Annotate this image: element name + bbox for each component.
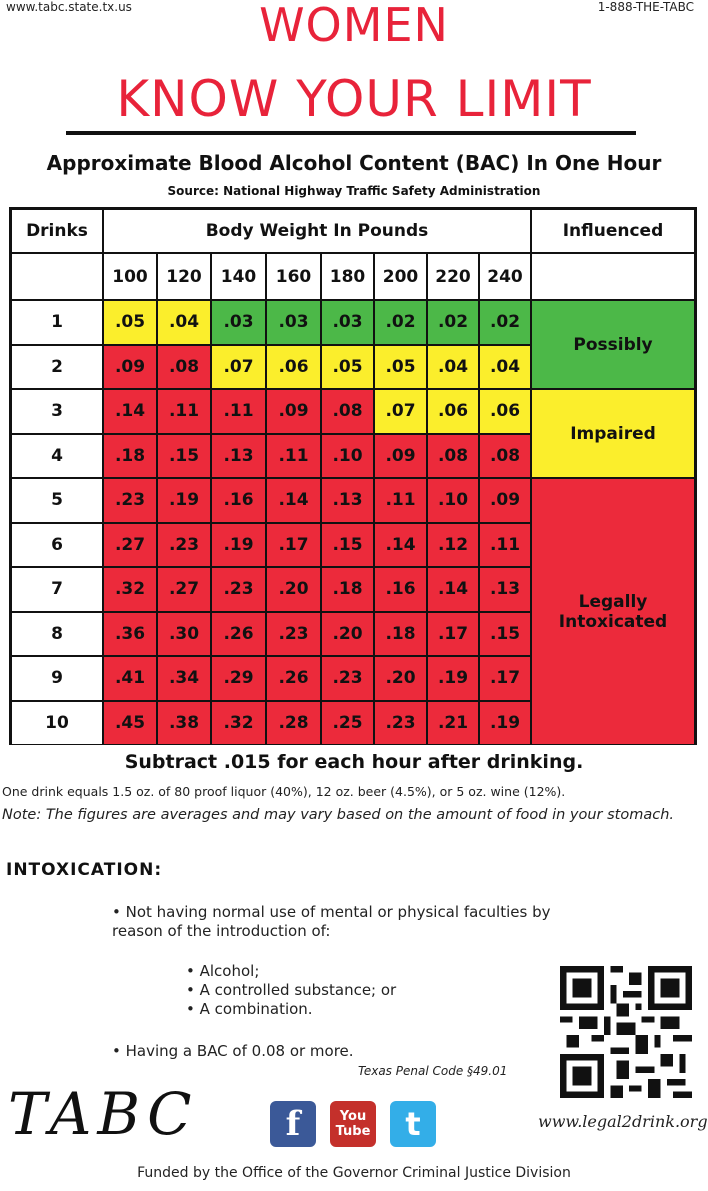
sub-bullet-combination <box>186 1000 313 1018</box>
bac-cell: .17 <box>266 523 321 568</box>
weight-180: 180 <box>321 253 374 300</box>
youtube-glyph-top: You <box>339 1109 367 1124</box>
intoxication-bullet-1 <box>112 903 592 941</box>
youtube-glyph-bottom: Tube <box>335 1124 371 1139</box>
bac-cell: .06 <box>427 389 479 434</box>
title-know-your-limit: KNOW YOUR LIMIT <box>116 70 592 128</box>
bac-cell: .26 <box>211 612 266 657</box>
bac-cell: .08 <box>321 389 374 434</box>
facebook-icon[interactable] <box>270 1101 316 1147</box>
bac-cell: .08 <box>427 434 479 479</box>
tabc-logo: TABC <box>8 1080 198 1148</box>
bac-cell: .09 <box>374 434 427 479</box>
bac-cell: .41 <box>103 656 157 701</box>
drinks-count-3: 3 <box>11 389 103 434</box>
bac-cell: .04 <box>479 345 531 390</box>
bac-cell: .06 <box>266 345 321 390</box>
drinks-count-4: 4 <box>11 434 103 479</box>
bac-cell: .17 <box>479 656 531 701</box>
intoxication-bullet-2 <box>112 1042 354 1060</box>
bac-cell: .05 <box>103 300 157 345</box>
bac-cell: .19 <box>211 523 266 568</box>
bac-cell: .03 <box>266 300 321 345</box>
bac-cell: .02 <box>479 300 531 345</box>
bac-cell: .38 <box>157 701 211 746</box>
intoxication-heading: INTOXICATION: <box>6 860 163 880</box>
bac-cell: .28 <box>266 701 321 746</box>
bac-cell: .11 <box>157 389 211 434</box>
weight-140: 140 <box>211 253 266 300</box>
bac-cell: .11 <box>479 523 531 568</box>
bac-cell: .21 <box>427 701 479 746</box>
one-drink-definition: One drink equals 1.5 oz. of 80 proof liquor (40%), 12 oz. beer (4.5%), or 5 oz. wine (12%). <box>2 784 566 799</box>
bac-cell: .13 <box>321 478 374 523</box>
twitter-glyph: t <box>405 1105 421 1143</box>
bac-cell: .05 <box>321 345 374 390</box>
bac-cell: .27 <box>103 523 157 568</box>
bac-cell: .29 <box>211 656 266 701</box>
bac-cell: .11 <box>374 478 427 523</box>
legal2drink-website[interactable]: www.legal2drink.org <box>538 1112 708 1131</box>
bac-cell: .10 <box>427 478 479 523</box>
blank-corner-cell <box>11 253 103 300</box>
bac-cell: .04 <box>157 300 211 345</box>
averages-note: Note: The figures are averages and may vary based on the amount of food in your stomach. <box>2 807 674 823</box>
penal-code-citation: Texas Penal Code §49.01 <box>358 1064 508 1078</box>
bac-cell: .18 <box>321 567 374 612</box>
subtract-note: Subtract .015 for each hour after drinking. <box>124 751 584 773</box>
sub-bullet-alcohol <box>186 962 259 980</box>
sub-bullet-text: Alcohol; <box>199 962 260 980</box>
sub-bullet-text: A combination. <box>199 1000 313 1018</box>
bac-cell: .10 <box>321 434 374 479</box>
bac-cell: .14 <box>427 567 479 612</box>
bac-cell: .09 <box>479 478 531 523</box>
bac-cell: .45 <box>103 701 157 746</box>
funding-credit: Funded by the Office of the Governor Criminal Justice Division <box>137 1165 571 1181</box>
bac-cell: .07 <box>211 345 266 390</box>
bac-cell: .13 <box>479 567 531 612</box>
chart-heading: Approximate Blood Alcohol Content (BAC) In One Hour <box>46 151 662 175</box>
bac-cell: .32 <box>103 567 157 612</box>
influence-legally-intoxicated: Legally Intoxicated <box>531 478 695 745</box>
influence-impaired: Impaired <box>531 389 695 478</box>
weight-200: 200 <box>374 253 427 300</box>
bac-cell: .26 <box>266 656 321 701</box>
bac-cell: .30 <box>157 612 211 657</box>
bac-cell: .09 <box>266 389 321 434</box>
bac-cell: .13 <box>211 434 266 479</box>
bac-cell: .23 <box>157 523 211 568</box>
blank-influence-cell <box>531 253 695 300</box>
weight-220: 220 <box>427 253 479 300</box>
bac-cell: .08 <box>157 345 211 390</box>
influenced-header: Influenced <box>531 209 695 253</box>
weight-160: 160 <box>266 253 321 300</box>
drinks-count-8: 8 <box>11 612 103 657</box>
bac-cell: .19 <box>427 656 479 701</box>
qr-code[interactable] <box>560 966 692 1098</box>
drinks-count-9: 9 <box>11 656 103 701</box>
tabc-phone-number: 1-888-THE-TABC <box>597 0 694 14</box>
bac-cell: .19 <box>157 478 211 523</box>
bac-cell: .06 <box>479 389 531 434</box>
bac-cell: .18 <box>103 434 157 479</box>
bullet-1-text: Not having normal use of mental or physical faculties by reason of the introduction of: <box>112 903 551 940</box>
bac-cell: .23 <box>211 567 266 612</box>
bullet-2-text: Having a BAC of 0.08 or more. <box>125 1042 354 1060</box>
bac-cell: .25 <box>321 701 374 746</box>
drinks-count-7: 7 <box>11 567 103 612</box>
drinks-count-2: 2 <box>11 345 103 390</box>
facebook-glyph: f <box>285 1104 301 1144</box>
bac-cell: .23 <box>266 612 321 657</box>
drinks-count-1: 1 <box>11 300 103 345</box>
drinks-count-6: 6 <box>11 523 103 568</box>
drinks-header: Drinks <box>11 209 103 253</box>
bac-cell: .07 <box>374 389 427 434</box>
bac-cell: .03 <box>211 300 266 345</box>
bac-cell: .23 <box>321 656 374 701</box>
bac-cell: .03 <box>321 300 374 345</box>
bac-cell: .15 <box>157 434 211 479</box>
bac-cell: .32 <box>211 701 266 746</box>
bac-table <box>9 207 697 745</box>
bac-cell: .14 <box>103 389 157 434</box>
bac-cell: .14 <box>374 523 427 568</box>
bac-cell: .16 <box>374 567 427 612</box>
bac-cell: .11 <box>266 434 321 479</box>
bac-cell: .20 <box>374 656 427 701</box>
bac-cell: .23 <box>103 478 157 523</box>
bac-cell: .09 <box>103 345 157 390</box>
bac-cell: .11 <box>211 389 266 434</box>
bac-cell: .19 <box>479 701 531 746</box>
bac-cell: .04 <box>427 345 479 390</box>
influence-possibly: Possibly <box>531 300 695 389</box>
bac-cell: .20 <box>266 567 321 612</box>
bac-cell: .02 <box>374 300 427 345</box>
bac-cell: .08 <box>479 434 531 479</box>
bac-cell: .05 <box>374 345 427 390</box>
bac-cell: .15 <box>479 612 531 657</box>
title-underline <box>66 131 636 135</box>
bac-cell: .23 <box>374 701 427 746</box>
bullet-dot: • <box>186 962 200 980</box>
body-weight-header: Body Weight In Pounds <box>103 209 531 253</box>
bullet-dot: • <box>112 1042 126 1060</box>
bac-cell: .16 <box>211 478 266 523</box>
twitter-icon[interactable] <box>390 1101 436 1147</box>
drinks-count-5: 5 <box>11 478 103 523</box>
youtube-icon[interactable] <box>330 1101 376 1147</box>
drinks-count-10: 10 <box>11 701 103 746</box>
bac-cell: .20 <box>321 612 374 657</box>
bac-cell: .18 <box>374 612 427 657</box>
weight-120: 120 <box>157 253 211 300</box>
bullet-dot: • <box>112 903 126 921</box>
tabc-website-url[interactable]: www.tabc.state.tx.us <box>6 0 132 14</box>
bac-cell: .02 <box>427 300 479 345</box>
sub-bullet-text: A controlled substance; or <box>199 981 397 999</box>
bac-cell: .36 <box>103 612 157 657</box>
bac-cell: .17 <box>427 612 479 657</box>
bac-cell: .14 <box>266 478 321 523</box>
chart-source: Source: National Highway Traffic Safety Administration <box>167 184 541 198</box>
title-women: WOMEN <box>259 0 449 52</box>
sub-bullet-controlled-substance <box>186 981 396 999</box>
bac-cell: .15 <box>321 523 374 568</box>
bac-cell: .12 <box>427 523 479 568</box>
weight-240: 240 <box>479 253 531 300</box>
bac-cell: .34 <box>157 656 211 701</box>
bullet-dot: • <box>186 1000 200 1018</box>
bullet-dot: • <box>186 981 200 999</box>
bac-cell: .27 <box>157 567 211 612</box>
weight-100: 100 <box>103 253 157 300</box>
